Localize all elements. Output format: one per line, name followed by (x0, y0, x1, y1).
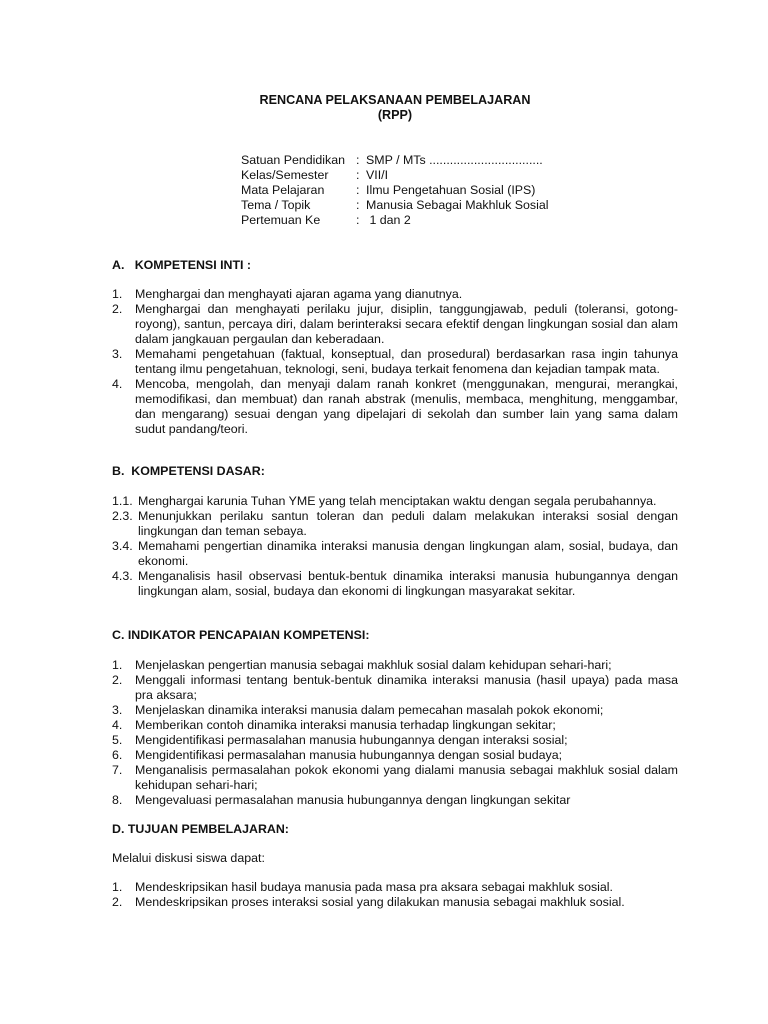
meta-row (241, 183, 549, 198)
meta-value: Ilmu Pengetahuan Sosial (IPS) (366, 183, 536, 197)
item-number: 7. (112, 763, 123, 777)
item-number: 4.3. (112, 569, 133, 583)
meta-label: Mata Pelajaran (241, 183, 325, 197)
item-number: 2. (112, 302, 123, 316)
list-item (112, 673, 678, 703)
section-c-list (112, 658, 678, 808)
list-item (112, 793, 678, 808)
item-number: 4. (112, 377, 123, 391)
item-text: Memberikan contoh dinamika interaksi manusia terhadap lingkungan sekitar; (135, 718, 556, 732)
item-number: 6. (112, 748, 123, 762)
item-number: 2.3. (112, 509, 133, 523)
item-number: 1.1. (112, 494, 133, 508)
meta-value: Manusia Sebagai Makhluk Sosial (366, 198, 549, 212)
meta-block (241, 153, 549, 228)
item-text: Menggali informasi tentang bentuk-bentuk dinamika interaksi manusia (hasil upaya) pada masa pra aksara; (135, 673, 678, 702)
item-number: 2. (112, 895, 123, 909)
item-number: 3. (112, 703, 123, 717)
item-text: Menghargai dan menghayati perilaku jujur, disiplin, tanggungjawab, peduli (toleransi, gotong-royong), santun, percaya diri, dalam berinteraksi secara efektif dengan lingkungan sosial dan alam dalam jangkauan pergaulan dan keberadaan. (135, 302, 678, 346)
section-a-heading: A. KOMPETENSI INTI : (112, 258, 252, 272)
list-item (112, 763, 678, 793)
item-number: 3. (112, 347, 123, 361)
section-c-heading: C. INDIKATOR PENCAPAIAN KOMPETENSI: (112, 628, 370, 642)
item-text: Mencoba, mengolah, dan menyaji dalam ranah konkret (menggunakan, mengurai, merangkai, memodifikasi, dan membuat) dan ranah abstrak (menulis, membaca, menghitung, menggambar, dan mengarang) sesuai dengan yang dipelajari di sekolah dan sumber lain yang sama dalam sudut pandang/teori. (135, 377, 678, 436)
item-text: Menghargai dan menghayati ajaran agama yang dianutnya. (135, 287, 463, 301)
meta-row (241, 153, 549, 168)
section-d-intro: Melalui diskusi siswa dapat: (112, 851, 265, 865)
list-item (112, 703, 678, 718)
meta-separator: : (356, 198, 360, 212)
list-item (112, 733, 678, 748)
item-text: Mengidentifikasi permasalahan manusia hubungannya dengan interaksi sosial; (135, 733, 568, 747)
list-item (112, 880, 678, 895)
item-text: Menghargai karunia Tuhan YME yang telah menciptakan waktu dengan segala perubahannya. (138, 494, 657, 508)
item-number: 3.4. (112, 539, 133, 553)
item-text: Memahami pengertian dinamika interaksi manusia dengan lingkungan alam, sosial, budaya, dan ekonomi. (138, 539, 678, 568)
list-item (112, 895, 678, 910)
list-item (112, 509, 678, 539)
list-item (112, 302, 678, 347)
list-item (112, 658, 678, 673)
item-text: Memahami pengetahuan (faktual, konseptual, dan prosedural) berdasarkan rasa ingin tahunya tentang ilmu pengetahuan, teknologi, seni, budaya terkait fenomena dan kejadian tampak mata. (135, 347, 678, 376)
item-number: 5. (112, 733, 123, 747)
document-subtitle: (RPP) (377, 108, 413, 122)
item-text: Menunjukkan perilaku santun toleran dan peduli dalam melakukan interaksi sosial dengan lingkungan dan teman sebaya. (138, 509, 678, 538)
item-text: Mendeskripsikan hasil budaya manusia pada masa pra aksara sebagai makhluk sosial. (135, 880, 613, 894)
meta-label: Tema / Topik (241, 198, 311, 212)
item-text: Menganalisis permasalahan pokok ekonomi yang dialami manusia sebagai makhluk sosial dalam kehidupan sehari-hari; (135, 763, 678, 792)
item-text: Mendeskripsikan proses interaksi sosial yang dilakukan manusia sebagai makhluk sosial. (135, 895, 625, 909)
meta-row (241, 213, 549, 228)
item-text: Mengevaluasi permasalahan manusia hubungannya dengan lingkungan sekitar (135, 793, 571, 807)
item-text: Menjelaskan dinamika interaksi manusia dalam pemecahan masalah pokok ekonomi; (135, 703, 604, 717)
meta-separator: : (356, 168, 360, 182)
list-item (112, 569, 678, 599)
meta-label: Satuan Pendidikan (241, 153, 346, 167)
list-item (112, 718, 678, 733)
section-d-list (112, 880, 678, 910)
meta-label: Kelas/Semester (241, 168, 329, 182)
meta-separator: : (356, 153, 360, 167)
section-d-heading: D. TUJUAN PEMBELAJARAN: (112, 822, 289, 836)
item-number: 2. (112, 673, 123, 687)
meta-separator: : (356, 213, 360, 227)
item-number: 4. (112, 718, 123, 732)
item-text: Mengidentifikasi permasalahan manusia hubungannya dengan sosial budaya; (135, 748, 563, 762)
list-item (112, 539, 678, 569)
section-b-list (112, 494, 678, 599)
item-number: 1. (112, 287, 123, 301)
meta-label: Pertemuan Ke (241, 213, 321, 227)
meta-separator: : (356, 183, 360, 197)
list-item (112, 494, 678, 509)
item-number: 8. (112, 793, 123, 807)
item-number: 1. (112, 658, 123, 672)
item-number: 1. (112, 880, 123, 894)
item-text: Menganalisis hasil observasi bentuk-bentuk dinamika interaksi manusia hubungannya dengan lingkungan alam, sosial, budaya dan ekonomi di lingkungan masyarakat sekitar. (138, 569, 678, 598)
list-item (112, 377, 678, 437)
meta-row (241, 198, 549, 213)
list-item (112, 347, 678, 377)
document-title: RENCANA PELAKSANAAN PEMBELAJARAN (259, 93, 531, 107)
meta-value: SMP / MTs ................................. (366, 153, 543, 167)
meta-value: VII/I (366, 168, 389, 182)
meta-value: 1 dan 2 (366, 213, 411, 227)
meta-row (241, 168, 549, 183)
item-text: Menjelaskan pengertian manusia sebagai makhluk sosial dalam kehidupan sehari-hari; (135, 658, 612, 672)
section-b-heading: B. KOMPETENSI DASAR: (112, 464, 265, 478)
list-item (112, 287, 678, 302)
list-item (112, 748, 678, 763)
section-a-list (112, 287, 678, 437)
